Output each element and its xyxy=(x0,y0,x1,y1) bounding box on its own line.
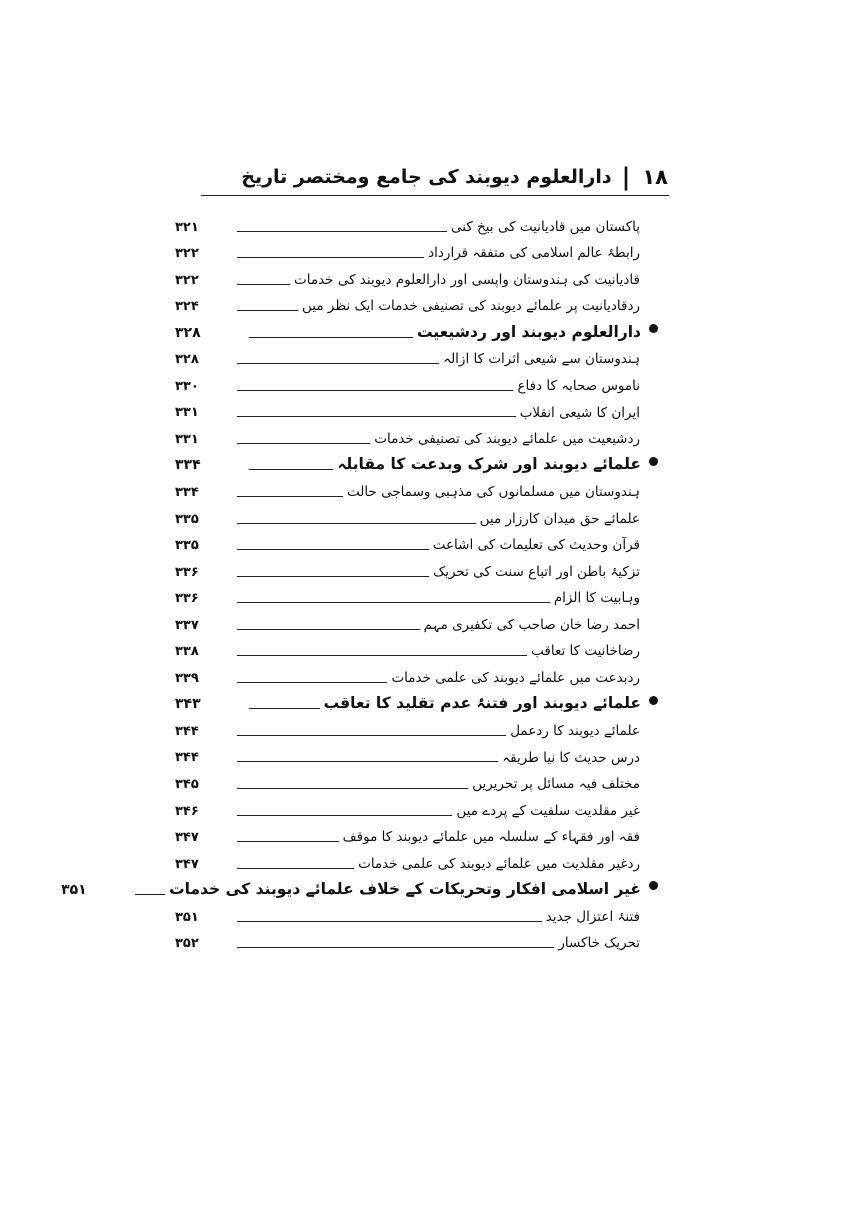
leader-line xyxy=(237,735,506,736)
toc-entry-title: فتنۂ اعتزال جدید xyxy=(545,908,640,925)
toc-entry-page: ۳۴۴ xyxy=(175,750,199,766)
toc-entry-page: ۳۲۲ xyxy=(175,272,199,288)
leader-line xyxy=(237,576,429,577)
leader-line xyxy=(237,549,429,550)
toc-entry xyxy=(175,794,640,821)
toc-entry-page: ۳۴۶ xyxy=(175,803,199,819)
toc-entry-page: ۳۴۳ xyxy=(175,696,201,713)
leader-line xyxy=(237,655,527,656)
table-of-contents xyxy=(61,210,641,953)
toc-entry-title: غیر اسلامی افکار وتحریکات کے خلاف علمائے دیوبند کی خدمات xyxy=(169,880,641,899)
leader-line xyxy=(249,469,333,470)
toc-entry-page: ۳۲۲ xyxy=(175,246,199,262)
toc-entry-page: ۳۲۸ xyxy=(175,352,199,368)
toc-entry-title: قادیانیت کی ہندوستان واپسی اور دارالعلوم دیوبند کی خدمات xyxy=(294,271,640,288)
leader-line xyxy=(237,231,447,232)
page-header xyxy=(203,160,668,194)
toc-section-heading xyxy=(175,449,640,476)
toc-entry xyxy=(175,608,640,635)
toc-entry-page: ۳۳۵ xyxy=(175,511,199,527)
toc-entry xyxy=(175,741,640,768)
toc-entry xyxy=(175,767,640,794)
toc-entry-title: درس حدیث کا نیا طریقہ xyxy=(502,749,640,766)
leader-line xyxy=(249,337,413,338)
toc-entry-title: غیر مقلدیت سلفیت کے پردے میں xyxy=(456,802,640,819)
toc-entry-page: ۳۳۶ xyxy=(175,564,199,580)
leader-line xyxy=(237,947,554,948)
leader-line xyxy=(237,602,550,603)
toc-section-heading xyxy=(61,874,641,901)
toc-entry-page: ۳۴۴ xyxy=(175,723,199,739)
toc-entry xyxy=(175,635,640,662)
toc-entry xyxy=(175,210,640,237)
leader-line xyxy=(237,416,516,417)
toc-entry xyxy=(175,263,640,290)
toc-entry-title: تزکیۂ باطن اور اتباع سنت کی تحریک xyxy=(433,563,640,580)
toc-entry-page: ۳۵۲ xyxy=(175,936,199,952)
toc-entry-title: وہابیت کا الزام xyxy=(553,590,640,607)
toc-entry xyxy=(175,422,640,449)
book-title: دارالعلوم دیوبند کی جامع ومختصر تاریخ xyxy=(241,166,612,188)
toc-entry-title: ردغیر مقلدیت میں علمائے دیوبند کی علمی خدمات xyxy=(358,855,640,872)
toc-entry xyxy=(175,927,640,954)
header-rule xyxy=(201,195,669,197)
toc-entry-title: تحریک خاکسار xyxy=(558,935,640,952)
toc-entry-title: پاکستان میں قادیانیت کی بیخ کنی xyxy=(451,218,640,235)
leader-line xyxy=(237,310,298,311)
toc-entry xyxy=(175,343,640,370)
toc-entry-title: ہندوستان میں مسلمانوں کی مذہبی وسماجی حالت xyxy=(346,484,640,501)
toc-entry-page: ۳۳۸ xyxy=(175,644,199,660)
toc-entry xyxy=(175,582,640,609)
toc-entry xyxy=(175,661,640,688)
toc-entry xyxy=(175,369,640,396)
toc-entry-page: ۳۳۴ xyxy=(175,457,201,474)
toc-entry xyxy=(175,502,640,529)
bullet-icon xyxy=(649,324,658,333)
toc-entry-page: ۳۲۴ xyxy=(175,299,199,315)
leader-line xyxy=(237,788,468,789)
toc-entry xyxy=(175,396,640,423)
toc-entry-title: علمائے دیوبند کا ردعمل xyxy=(510,723,640,740)
leader-line xyxy=(237,682,387,683)
toc-entry-page: ۳۳۷ xyxy=(175,617,199,633)
leader-line xyxy=(237,257,424,258)
toc-entry-title: ایران کا شیعی انقلاب xyxy=(519,404,640,421)
toc-entry xyxy=(175,821,640,848)
toc-entry xyxy=(175,529,640,556)
leader-line xyxy=(237,921,542,922)
toc-entry-title: رابطۂ عالم اسلامی کی متفقہ قرارداد xyxy=(428,245,640,262)
toc-entry-title: احمد رضا خان صاحب کی تکفیری مہم xyxy=(423,616,640,633)
header-separator: | xyxy=(621,163,631,191)
toc-entry xyxy=(175,475,640,502)
toc-entry-title: ردقادیانیت پر علمائے دیوبند کی تصنیفی خدمات ایک نظر میں xyxy=(302,298,640,315)
toc-entry-title: مختلف فیہ مسائل پر تحریریں xyxy=(472,776,640,793)
toc-entry xyxy=(175,290,640,317)
toc-entry-title: علمائے حق میدان کارزار میں xyxy=(479,510,640,527)
leader-line xyxy=(237,390,513,391)
toc-entry-title: ردشیعیت میں علمائے دیوبند کی تصنیفی خدمات xyxy=(374,431,640,448)
leader-line xyxy=(237,496,343,497)
toc-entry xyxy=(175,900,640,927)
leader-line xyxy=(249,708,320,709)
toc-entry-page: ۳۴۷ xyxy=(175,856,199,872)
toc-section-heading xyxy=(175,688,640,715)
leader-line xyxy=(237,841,339,842)
leader-line xyxy=(237,363,439,364)
toc-entry-page: ۳۴۷ xyxy=(175,830,199,846)
leader-line xyxy=(135,894,165,895)
toc-entry-title: علمائے دیوبند اور فتنۂ عدم تقلید کا تعاقب xyxy=(323,694,641,713)
toc-entry xyxy=(175,714,640,741)
toc-entry-page: ۳۵۱ xyxy=(175,909,199,925)
toc-entry-page: ۳۳۶ xyxy=(175,591,199,607)
leader-line xyxy=(237,629,420,630)
toc-entry-title: قرآن وحدیث کی تعلیمات کی اشاعت xyxy=(432,537,640,554)
leader-line xyxy=(237,868,354,869)
bullet-icon xyxy=(649,881,658,890)
leader-line xyxy=(237,815,452,816)
toc-entry-page: ۳۳۹ xyxy=(175,670,199,686)
toc-entry-title: ردبدعت میں علمائے دیوبند کی علمی خدمات xyxy=(391,670,640,686)
toc-entry-page: ۳۳۴ xyxy=(175,485,199,501)
toc-entry-page: ۳۲۸ xyxy=(175,324,201,341)
leader-line xyxy=(237,284,290,285)
toc-entry-title: دارالعلوم دیوبند اور ردشیعیت xyxy=(416,322,641,341)
leader-line xyxy=(237,443,370,444)
toc-entry-page: ۳۴۵ xyxy=(175,777,199,793)
page-number: ۱۸ xyxy=(642,165,668,189)
bullet-icon xyxy=(649,457,658,466)
toc-entry xyxy=(175,237,640,264)
toc-entry-page: ۳۲۱ xyxy=(175,219,199,235)
toc-entry-title: ناموس صحابہ کا دفاع xyxy=(517,377,640,394)
toc-entry-page: ۳۳۱ xyxy=(175,405,199,421)
bullet-icon xyxy=(649,696,658,705)
toc-entry-page: ۳۵۱ xyxy=(61,882,87,899)
leader-line xyxy=(237,523,476,524)
toc-entry-title: رضاخانیت کا تعاقب xyxy=(531,643,640,660)
toc-entry-page: ۳۳۵ xyxy=(175,538,199,554)
toc-entry-title: ہندوستان سے شیعی اثرات کا ازالہ xyxy=(443,351,640,368)
toc-entry xyxy=(175,555,640,582)
toc-entry-title: فقہ اور فقہاء کے سلسلہ میں علمائے دیوبند کا موقف xyxy=(342,829,640,846)
leader-line xyxy=(237,761,498,762)
toc-entry-page: ۳۳۰ xyxy=(175,378,199,394)
toc-entry-page: ۳۳۱ xyxy=(175,431,199,447)
toc-entry xyxy=(175,847,640,874)
toc-section-heading xyxy=(175,316,640,343)
toc-entry-title: علمائے دیوبند اور شرک وبدعت کا مقابلہ xyxy=(337,455,641,474)
